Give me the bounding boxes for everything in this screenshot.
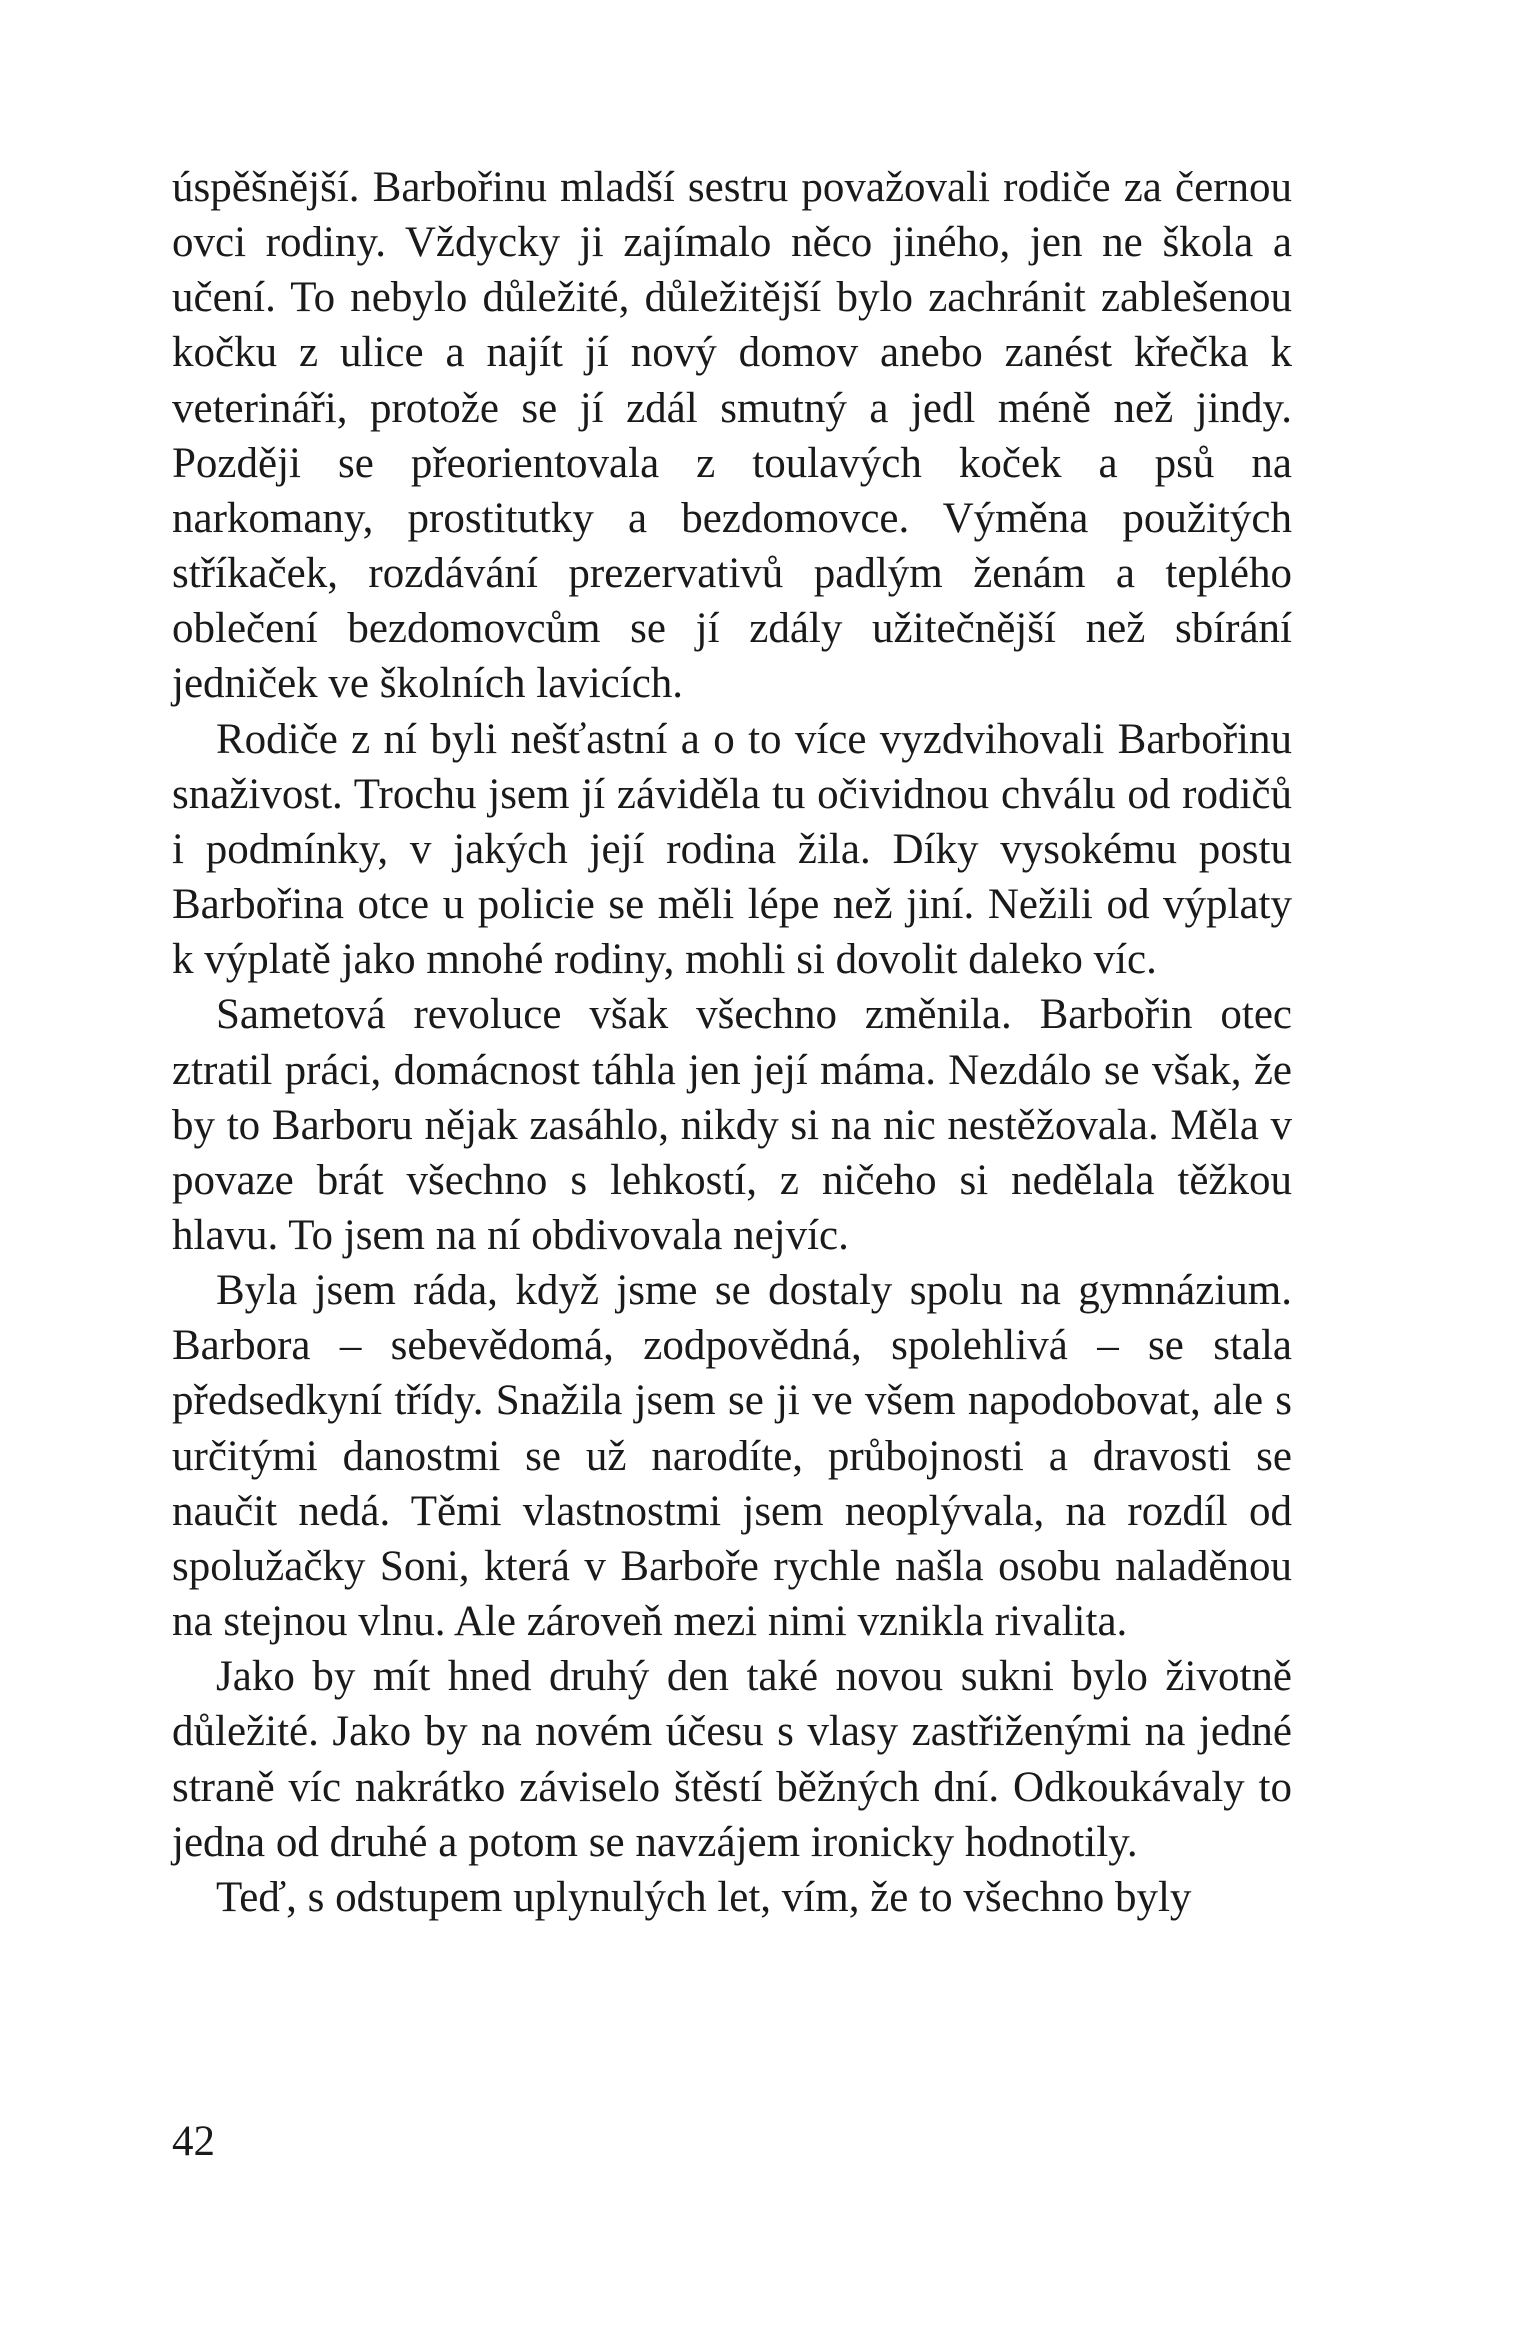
paragraph-4: Byla jsem ráda, když jsme se dostaly spolu na gymnázium. Barbora – sebevědomá, zodpovědná, spolehlivá – se stala předsedkyní třídy. Snažila jsem se ji ve všem napodobovat, ale s určitými danostmi se už narodíte, průbojnosti a dravosti se naučit nedá. Těmi vlastnostmi jsem neoplývala, na rozdíl od spolužačky Soni, která v Barboře rychle našla osobu naladěnou na stejnou vlnu. Ale zároveň mezi nimi vznikla rivalita. (172, 1267, 1292, 1646)
paragraph-6: Teď, s odstupem uplynulých let, vím, že to všechno byly (216, 1873, 1192, 1921)
paragraph-5: Jako by mít hned druhý den také novou sukni bylo životně důležité. Jako by na novém účesu s vlasy zastřiženými na jedné straně víc nakrátko záviselo štěstí běžných dní. Odkoukávaly to jedna od druhé a potom se navzájem ironicky hodnotily. (172, 1653, 1292, 1866)
paragraph-2: Rodiče z ní byli nešťastní a o to více vyzdvihovali Barbořinu snaživost. Trochu jsem jí záviděla tu očividnou chválu od rodičů i podmínky, v jakých její rodina žila. Díky vysokému postu Barbořina otce u policie se měli lépe než jiní. Nežili od výplaty k výplatě jako mnohé rodiny, mohli si dovolit daleko víc. (172, 715, 1292, 984)
page-number: 42 (172, 2118, 215, 2165)
paragraph-1: úspěšnější. Barbořinu mladší sestru považovali rodiče za černou ovci rodiny. Vždycky ji zajímalo něco jiného, jen ne škola a učení. To nebylo důležité, důležitější bylo zachránit zablešenou kočku z ulice a najít jí nový domov anebo zanést křečka k veterináři, protože se jí zdál smutný a jedl méně než jindy. Později se přeorientovala z toulavých koček a psů na narkomany, prostitutky a bezdomovce. Výměna použitých stříkaček, rozdávání prezervativů padlým ženám a teplého oblečení bezdomovcům se jí zdály užitečnější než sbírání jedniček ve školních lavicích. (172, 164, 1292, 708)
body-text (172, 160, 1292, 1925)
paragraph-3: Sametová revoluce však všechno změnila. Barbořin otec ztratil práci, domácnost táhla jen její máma. Nezdálo se však, že by to Barboru nějak zasáhlo, nikdy si na nic nestěžovala. Měla v povaze brát všechno s lehkostí, z ničeho si nedělala těžkou hlavu. To jsem na ní obdivovala nejvíc. (172, 991, 1292, 1259)
